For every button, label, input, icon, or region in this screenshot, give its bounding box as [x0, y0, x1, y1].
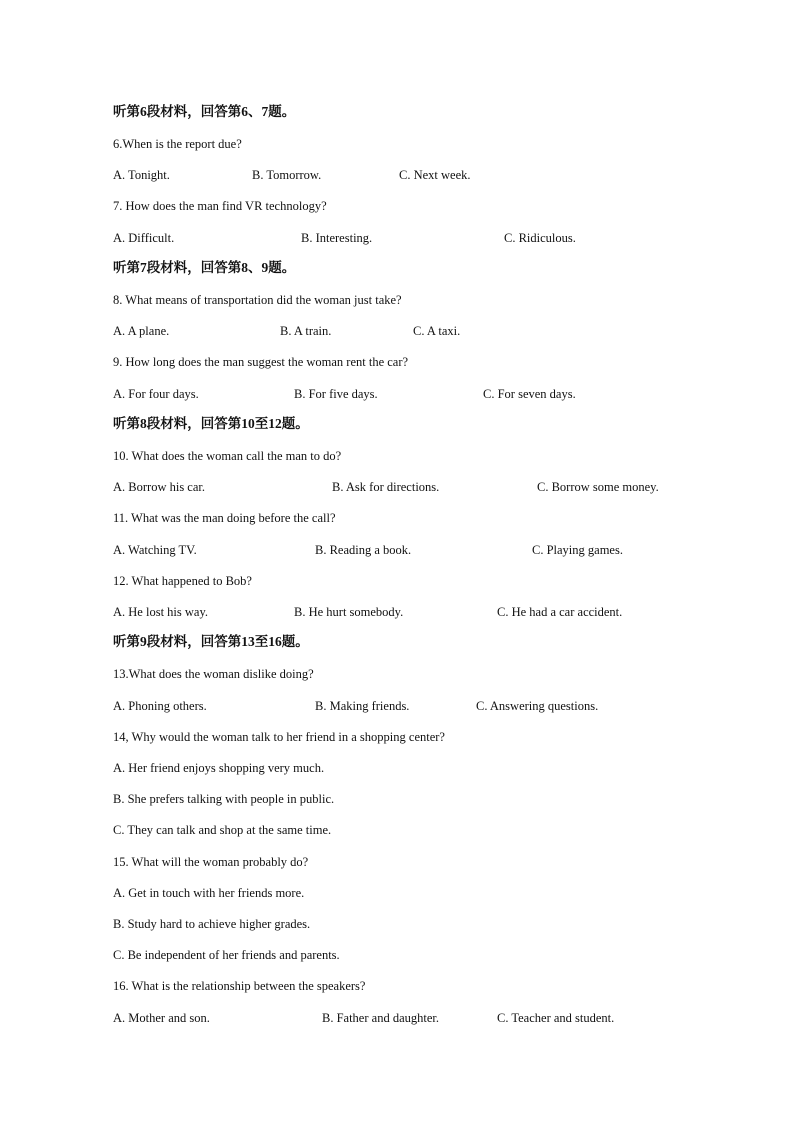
option-c: C. He had a car accident.: [497, 605, 623, 619]
question-stem: 15. What will the woman probably do?: [113, 855, 309, 869]
option-c: C. A taxi.: [413, 324, 461, 338]
option-b: B. Ask for directions.: [332, 480, 440, 494]
option-c: C. For seven days.: [483, 387, 576, 401]
option-a: A. Get in touch with her friends more.: [113, 886, 305, 900]
option-a: A. Difficult.: [113, 231, 175, 245]
option-c: C. They can talk and shop at the same time.: [113, 823, 332, 837]
question-stem: 9. How long does the man suggest the woman rent the car?: [113, 355, 409, 369]
option-b: B. Study hard to achieve higher grades.: [113, 917, 311, 931]
option-c: C. Answering questions.: [476, 699, 599, 713]
question-stem: 6.When is the report due?: [113, 137, 242, 151]
option-b: B. He hurt somebody.: [294, 605, 404, 619]
option-a: A. Tonight.: [113, 168, 170, 182]
option-a: A. A plane.: [113, 324, 170, 338]
option-a: A. He lost his way.: [113, 605, 209, 619]
question-stem: 10. What does the woman call the man to do?: [113, 449, 342, 463]
section-heading: 听第6段材料，回答第6、7题。: [113, 104, 296, 119]
question-stem: 16. What is the relationship between the speakers?: [113, 979, 366, 993]
option-b: B. Making friends.: [315, 699, 410, 713]
question-stem: 8. What means of transportation did the woman just take?: [113, 293, 402, 307]
option-a: A. Borrow his car.: [113, 480, 205, 494]
option-c: C. Teacher and student.: [497, 1011, 615, 1025]
option-b: B. Reading a book.: [315, 543, 412, 557]
question-stem: 12. What happened to Bob?: [113, 574, 252, 588]
option-b: B. A train.: [280, 324, 332, 338]
section-heading: 听第8段材料，回答第10至12题。: [113, 416, 309, 431]
option-a: A. Watching TV.: [113, 543, 197, 557]
option-b: B. Father and daughter.: [322, 1011, 439, 1025]
option-a: A. For four days.: [113, 387, 199, 401]
option-c: C. Be independent of her friends and parents.: [113, 948, 340, 962]
section-heading: 听第9段材料，回答第13至16题。: [113, 634, 309, 649]
option-c: C. Ridiculous.: [504, 231, 576, 245]
question-stem: 7. How does the man find VR technology?: [113, 199, 327, 213]
option-c: C. Playing games.: [532, 543, 623, 557]
option-a: A. Mother and son.: [113, 1011, 210, 1025]
option-b: B. Interesting.: [301, 231, 373, 245]
option-b: B. She prefers talking with people in public.: [113, 792, 335, 806]
question-stem: 11. What was the man doing before the call?: [113, 511, 336, 525]
option-c: C. Next week.: [399, 168, 471, 182]
option-a: A. Her friend enjoys shopping very much.: [113, 761, 325, 775]
section-heading: 听第7段材料，回答第8、9题。: [113, 260, 296, 275]
option-c: C. Borrow some money.: [537, 480, 659, 494]
question-stem: 13.What does the woman dislike doing?: [113, 667, 314, 681]
question-stem: 14, Why would the woman talk to her friend in a shopping center?: [113, 730, 445, 744]
option-b: B. Tomorrow.: [252, 168, 322, 182]
option-a: A. Phoning others.: [113, 699, 207, 713]
option-b: B. For five days.: [294, 387, 378, 401]
